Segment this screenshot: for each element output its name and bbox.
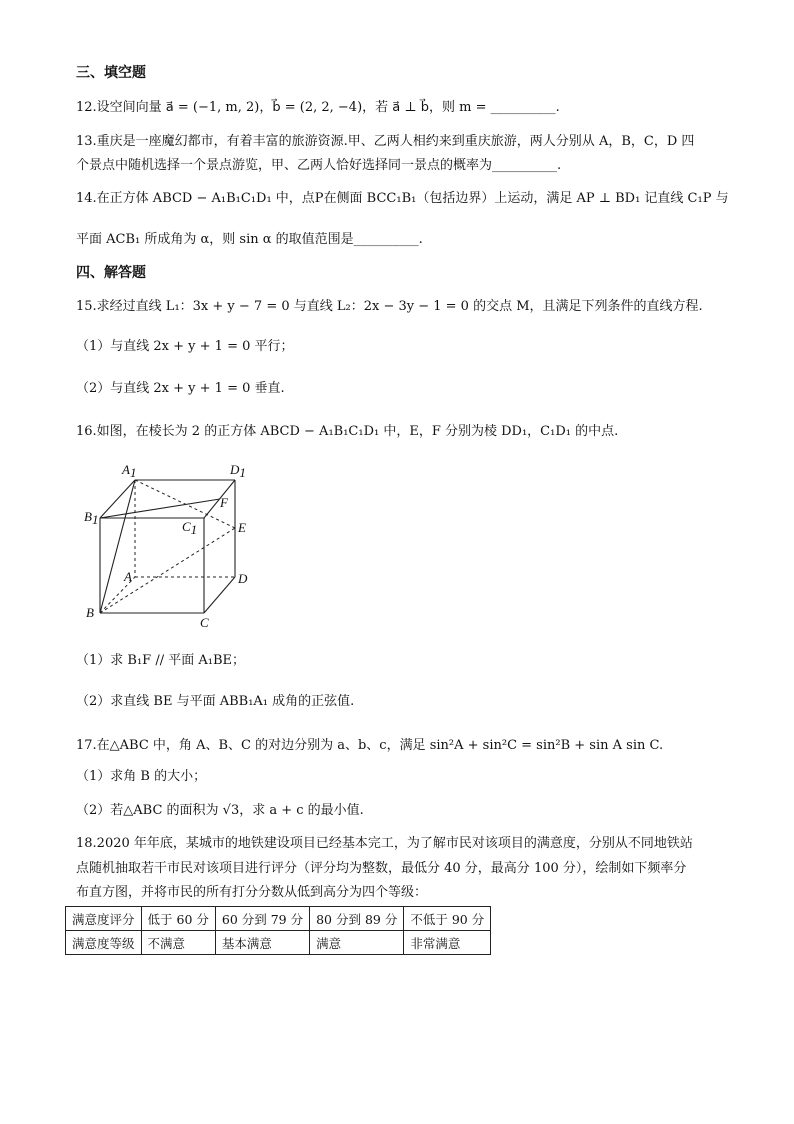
question-16-stem: 16.如图，在棱长为 2 的正方体 ABCD − A₁B₁C₁D₁ 中，E，F 分别为棱 DD₁，C₁D₁ 的中点. [76, 424, 619, 439]
question-14-line-2: 平面 ACB₁ 所成角为 α，则 sin α 的取值范围是__________. [76, 232, 423, 247]
question-16-part-2: （2）求直线 BE 与平面 ABB₁A₁ 成角的正弦值. [76, 694, 355, 709]
question-17-part-2: （2）若△ABC 的面积为 √3，求 a + c 的最小值. [76, 803, 364, 818]
question-18-line-1: 18.2020 年年底，某城市的地铁建设项目已经基本完工，为了解市民对该项目的满意度，分别从不同地铁站 [76, 836, 693, 851]
question-16-part-1: （1）求 B₁F // 平面 A₁BE； [76, 653, 245, 668]
label-d: D [238, 571, 248, 586]
table-cell: 不低于 90 分 [404, 907, 491, 931]
table-cell: 低于 60 分 [141, 907, 215, 931]
label-c1: C1 [182, 519, 198, 537]
table-cell: 满意度等级 [66, 931, 142, 955]
question-12: 12.设空间向量 a⃗ = (−1, m, 2)，b⃗ = (2, 2, −4)，若 a⃗ ⊥ b⃗，则 m = __________. [76, 100, 560, 115]
label-b1: B1 [84, 509, 99, 527]
edge-b-a1 [100, 480, 135, 613]
table-cell: 满意度评分 [66, 907, 142, 931]
table-cell: 80 分到 89 分 [310, 907, 404, 931]
question-17-part-1: （1）求角 B 的大小； [76, 769, 207, 784]
question-13-line-1: 13.重庆是一座魔幻都市，有着丰富的旅游资源.甲、乙两人相约来到重庆旅游，两人分别从 A，B，C，D 四 [76, 134, 695, 149]
section-title-fill-blank: 三、填空题 [76, 65, 146, 81]
satisfaction-grade-table [65, 906, 491, 955]
label-b: B [86, 605, 94, 620]
label-f: F [220, 495, 228, 510]
question-18-line-2: 点随机抽取若干市民对该项目进行评分（评分均为整数，最低分 40 分，最高分 100 分），绘制如下频率分 [76, 861, 687, 876]
edge-b1-f [100, 499, 220, 518]
question-15-part-2: （2）与直线 2x + y + 1 = 0 垂直. [76, 381, 285, 396]
question-17-stem: 17.在△ABC 中，角 A、B、C 的对边分别为 a、b、c，满足 sin²A + sin²C = sin²B + sin A sin C. [76, 738, 664, 753]
table-row [66, 907, 491, 931]
question-13-line-2: 个景点中随机选择一个景点游览，甲、乙两人恰好选择同一景点的概率为__________. [76, 158, 562, 173]
label-a1: A1 [122, 462, 137, 480]
table-cell: 非常满意 [404, 931, 491, 955]
label-e: E [238, 520, 246, 535]
section-title-solve: 四、解答题 [76, 265, 146, 281]
question-15-part-1: （1）与直线 2x + y + 1 = 0 平行； [76, 339, 294, 354]
question-18-line-3: 布直方图，并将市民的所有打分分数从低到高分为四个等级： [76, 885, 428, 900]
table-cell: 60 分到 79 分 [215, 907, 309, 931]
cube-figure [80, 455, 270, 630]
table-cell: 基本满意 [215, 931, 309, 955]
question-14-line-1: 14.在正方体 ABCD − A₁B₁C₁D₁ 中，点P在侧面 BCC₁B₁（包括边界）上运动，满足 AP ⊥ BD₁ 记直线 C₁P 与 [76, 191, 729, 206]
question-15-stem: 15.求经过直线 L₁：3x + y − 7 = 0 与直线 L₂：2x − 3y − 1 = 0 的交点 M，且满足下列条件的直线方程. [76, 299, 703, 314]
label-c: C [200, 615, 209, 630]
label-a: A [124, 569, 132, 584]
table-cell: 满意 [310, 931, 404, 955]
table-row [66, 931, 491, 955]
table-cell: 不满意 [141, 931, 215, 955]
label-d1: D1 [230, 462, 246, 480]
